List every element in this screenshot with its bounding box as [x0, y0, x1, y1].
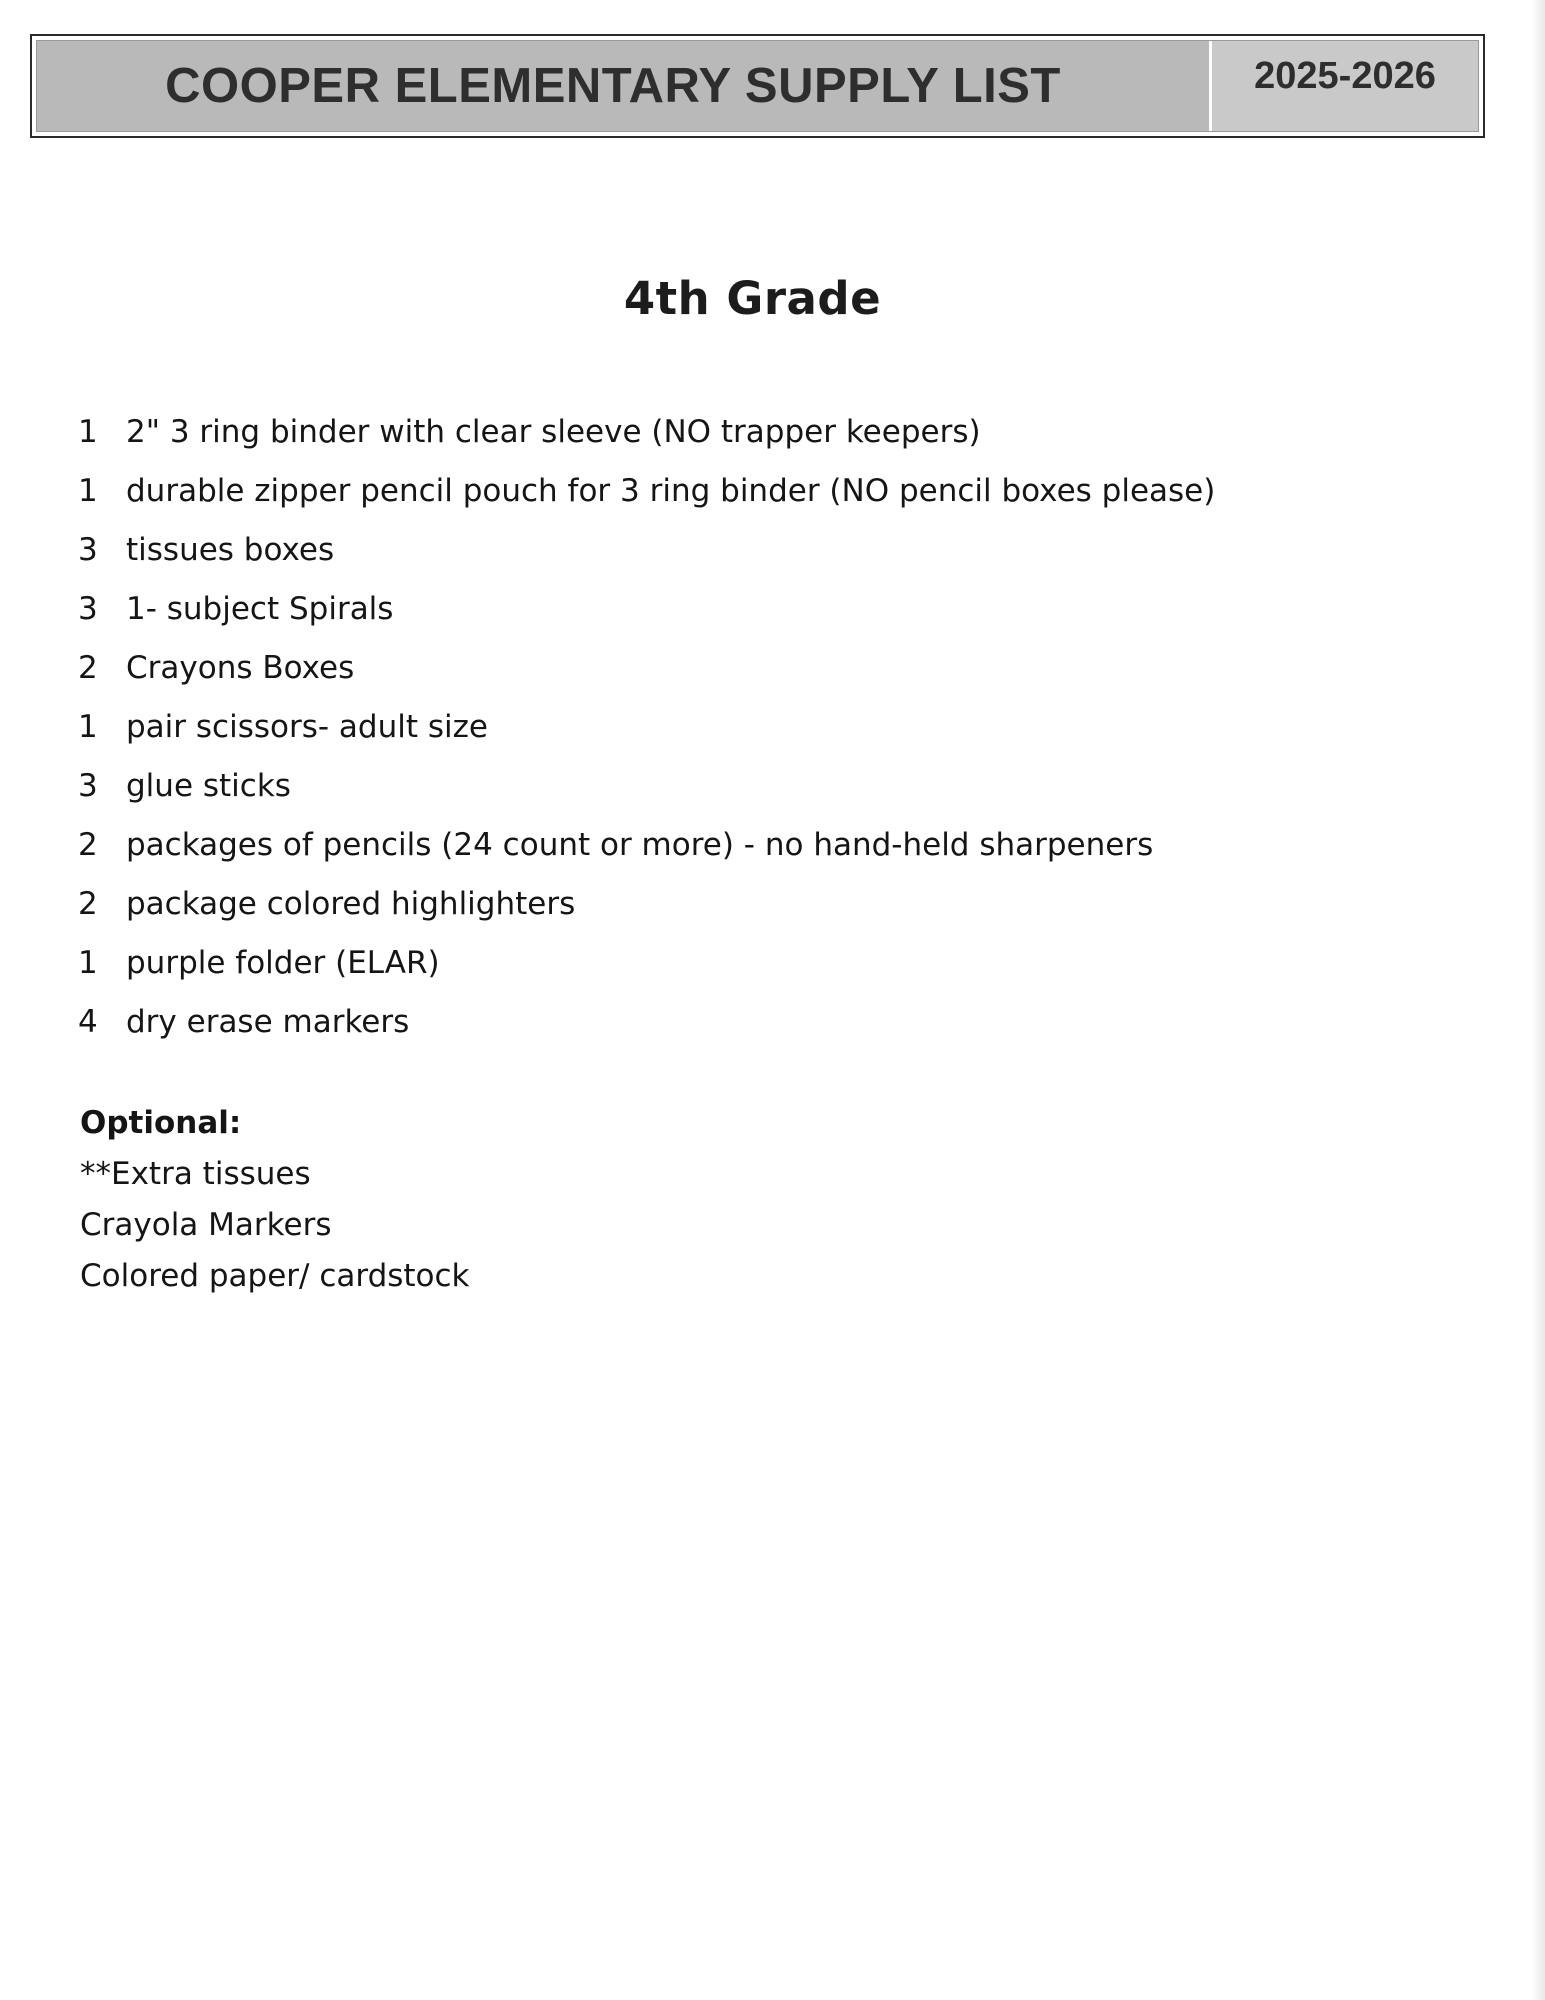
supply-list: [78, 414, 1215, 1063]
grade-heading: 4th Grade: [623, 272, 882, 325]
item-quantity: 1: [78, 709, 98, 745]
optional-heading: Optional:: [80, 1105, 242, 1141]
list-item: [78, 473, 1215, 532]
item-quantity: 2: [78, 650, 98, 686]
item-quantity: 3: [78, 591, 98, 627]
item-quantity: 2: [78, 827, 98, 863]
item-description: 1- subject Spirals: [126, 591, 394, 627]
item-description: purple folder (ELAR): [126, 945, 440, 981]
list-item: [78, 532, 1215, 591]
optional-item: Crayola Markers: [80, 1207, 332, 1243]
item-quantity: 3: [78, 532, 98, 568]
item-quantity: 1: [78, 414, 98, 450]
list-item: [78, 650, 1215, 709]
item-description: durable zipper pencil pouch for 3 ring binder (NO pencil boxes please): [126, 473, 1216, 509]
header-banner: [30, 34, 1485, 138]
item-description: tissues boxes: [126, 532, 335, 568]
page-title: COOPER ELEMENTARY SUPPLY LIST: [165, 59, 1061, 113]
header-inner: [36, 40, 1479, 132]
item-quantity: 4: [78, 1004, 98, 1040]
list-item: [78, 945, 1215, 1004]
school-year: 2025-2026: [1254, 55, 1436, 97]
item-description: packages of pencils (24 count or more) - no hand-held sharpeners: [126, 827, 1154, 863]
scan-edge: [1531, 0, 1545, 2000]
item-description: glue sticks: [126, 768, 291, 804]
list-item: [78, 414, 1215, 473]
list-item: [78, 1004, 1215, 1063]
item-description: pair scissors- adult size: [126, 709, 488, 745]
header-year-cell: [1212, 41, 1478, 131]
optional-section: [80, 1098, 470, 1302]
list-item: [78, 591, 1215, 650]
item-description: Crayons Boxes: [126, 650, 355, 686]
item-quantity: 2: [78, 886, 98, 922]
list-item: [78, 768, 1215, 827]
list-item: [78, 827, 1215, 886]
optional-item: Colored paper/ cardstock: [80, 1258, 470, 1294]
item-description: package colored highlighters: [126, 886, 576, 922]
optional-item: **Extra tissues: [80, 1156, 311, 1192]
item-description: 2" 3 ring binder with clear sleeve (NO trapper keepers): [126, 414, 981, 450]
item-quantity: 1: [78, 945, 98, 981]
item-quantity: 3: [78, 768, 98, 804]
list-item: [78, 886, 1215, 945]
item-description: dry erase markers: [126, 1004, 410, 1040]
list-item: [78, 709, 1215, 768]
header-title-cell: [37, 41, 1212, 131]
item-quantity: 1: [78, 473, 98, 509]
